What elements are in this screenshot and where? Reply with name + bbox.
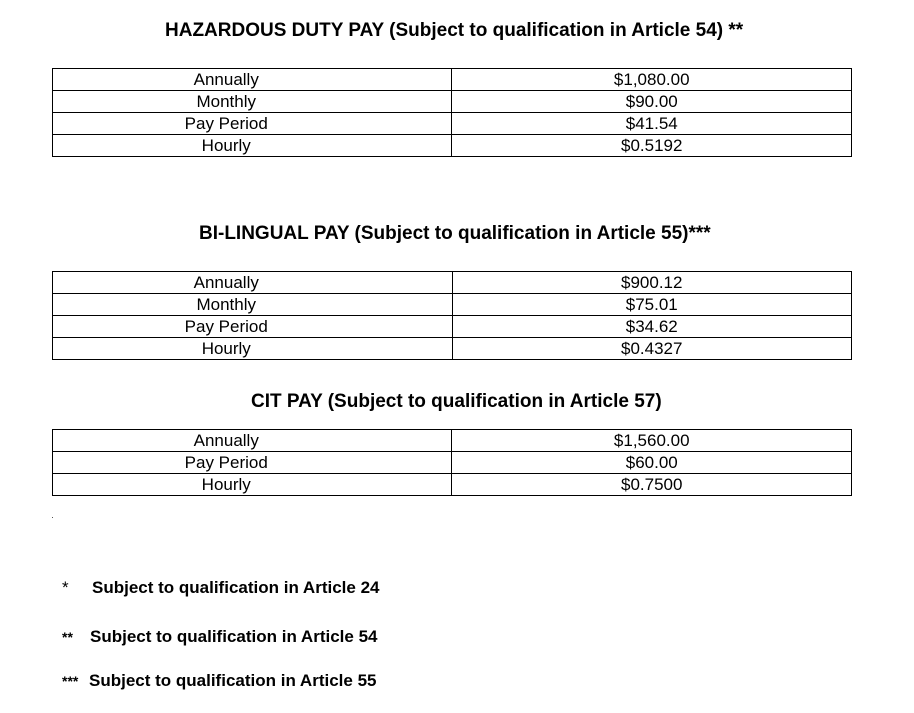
bilingual-pay-heading: BI-LINGUAL PAY (Subject to qualification in Article 55)*** xyxy=(199,223,711,244)
row-value: $0.5192 xyxy=(452,135,852,157)
footnote-text: Subject to qualification in Article 24 xyxy=(92,578,380,597)
row-label-cell xyxy=(53,430,452,452)
row-label: Hourly xyxy=(201,475,251,494)
footnote-article-24 xyxy=(62,578,379,598)
table-row xyxy=(53,430,852,452)
row-label-cell xyxy=(53,474,452,496)
footnote-article-54 xyxy=(62,627,377,647)
row-value: $60.00 xyxy=(452,452,852,474)
bilingual-pay-table xyxy=(52,271,852,360)
table-row xyxy=(53,272,852,294)
row-label-cell xyxy=(53,452,452,474)
row-value: $0.4327 xyxy=(452,338,852,360)
table-row xyxy=(53,338,852,360)
stray-dot xyxy=(52,517,53,518)
row-label: Monthly xyxy=(196,92,256,111)
table-row xyxy=(53,91,852,113)
row-value: $1,080.00 xyxy=(452,69,852,91)
footnote-text: Subject to qualification in Article 54 xyxy=(90,627,378,646)
table-row xyxy=(53,316,852,338)
row-label-cell xyxy=(53,338,453,360)
row-value: $900.12 xyxy=(452,272,852,294)
row-label-cell xyxy=(53,91,452,113)
row-value: $41.54 xyxy=(452,113,852,135)
footnote-mark: *** xyxy=(62,673,79,689)
row-label: Annually xyxy=(193,273,259,292)
footnote-mark: * xyxy=(62,578,69,597)
table-row xyxy=(53,474,852,496)
row-label: Monthly xyxy=(196,295,257,314)
table-row xyxy=(53,294,852,316)
row-label-cell xyxy=(53,69,452,91)
row-label: Hourly xyxy=(201,136,251,155)
row-value: $1,560.00 xyxy=(452,430,852,452)
table-row xyxy=(53,69,852,91)
row-value: $34.62 xyxy=(452,316,852,338)
row-label: Pay Period xyxy=(184,114,268,133)
row-value: $90.00 xyxy=(452,91,852,113)
cit-pay-table xyxy=(52,429,852,496)
row-label-cell xyxy=(53,316,453,338)
row-value: $75.01 xyxy=(452,294,852,316)
table-row xyxy=(53,113,852,135)
hazardous-duty-pay-heading: HAZARDOUS DUTY PAY (Subject to qualification in Article 54) ** xyxy=(165,20,744,41)
row-label: Hourly xyxy=(201,339,251,358)
table-row xyxy=(53,135,852,157)
row-label: Annually xyxy=(193,431,259,450)
footnote-article-55 xyxy=(62,671,376,691)
cit-pay-heading: CIT PAY (Subject to qualification in Article 57) xyxy=(251,391,662,412)
row-label-cell xyxy=(53,135,452,157)
row-label-cell xyxy=(53,113,452,135)
row-label: Annually xyxy=(193,70,259,89)
footnote-text: Subject to qualification in Article 55 xyxy=(89,671,377,690)
row-label-cell xyxy=(53,294,453,316)
row-label-cell xyxy=(53,272,453,294)
row-label: Pay Period xyxy=(184,317,268,336)
hazardous-duty-pay-table xyxy=(52,68,852,157)
row-value: $0.7500 xyxy=(452,474,852,496)
footnote-mark: ** xyxy=(62,629,73,645)
table-row xyxy=(53,452,852,474)
row-label: Pay Period xyxy=(184,453,268,472)
